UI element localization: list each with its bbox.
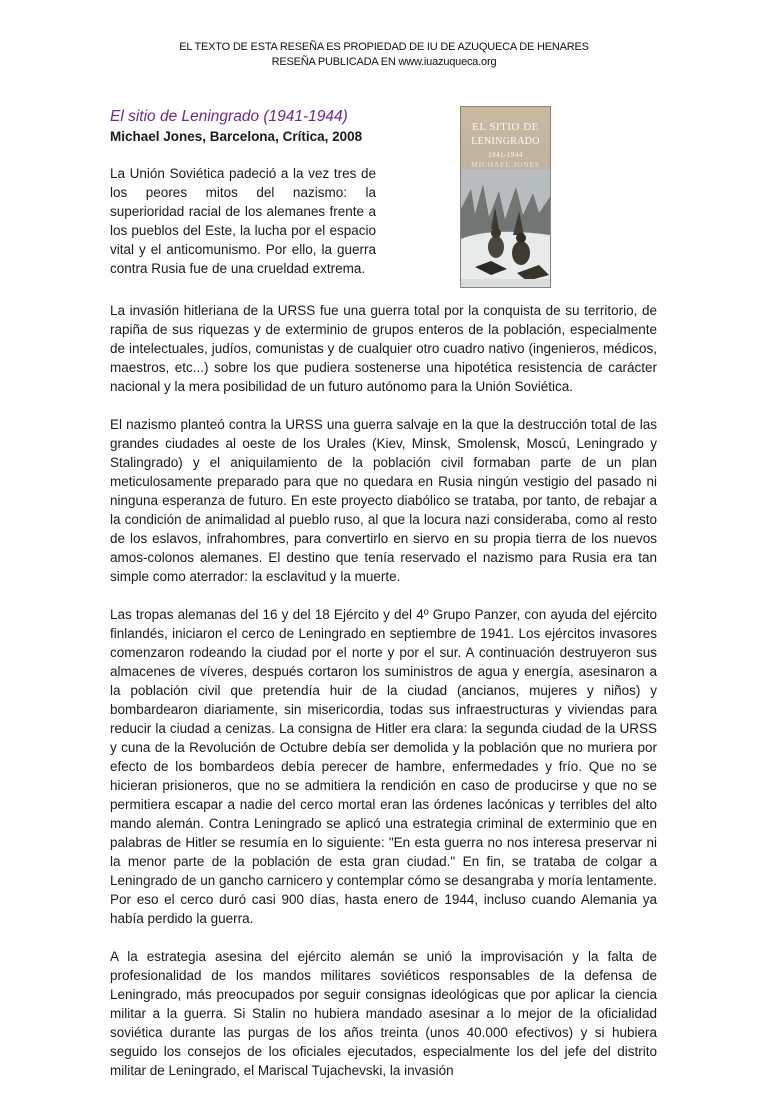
book-meta: Michael Jones, Barcelona, Crítica, 2008 <box>110 129 363 144</box>
copyright-header <box>0 40 768 70</box>
website-link[interactable]: www.iuazuqueca.org <box>398 56 497 68</box>
cover-title-line1: EL SITIO DE <box>472 121 539 133</box>
book-title: El sitio de Leningrado (1941-1944) <box>110 108 348 125</box>
publication-prefix: RESEÑA PUBLICADA EN <box>271 56 399 68</box>
cover-author: MICHAEL JONES <box>471 160 540 169</box>
review-body <box>110 301 657 1099</box>
review-paragraph: Las tropas alemanas del 16 y del 18 Ejército y del 4º Grupo Panzer, con ayuda del ejército finlandés, iniciaron el cerco de Leningrado en septiembre de 1941. Los ejércitos invasores comenzaron rodeando la ciudad por el norte y por el sur. A continuación destruyeron sus almacenes de víveres, después cortaron los suministros de agua y energía, asesinaron a la población civil que pretendía huir de la ciudad (ancianos, mujeres y niños) y bombardearon diariamente, sin misericordia, todas sus infraestructuras y viviendas para reducir la ciudad a cenizas. La consigna de Hitler era clara: la segunda ciudad de la URSS y cuna de la Revolución de Octubre debía ser demolida y la población que no muriera por efecto de los bombardeos debía perecer de hambre, enfermedades y frío. Que no se hicieran prisioneros, que no se admitiera la rendición en caso de producirse y que no se permitiera escapar a nadie del cerco mortal eran las órdenes lacónicas y terribles del alto mando alemán. Contra Leningrado se aplicó una estrategia criminal de exterminio que en palabras de Hitler se resumía en lo siguiente: "En esta guerra no nos interesa preservar ni la menor parte de la población de esta gran ciudad." En fin, se trataba de colgar a Leningrado de un gancho carnicero y contemplar cómo se desangraba y moría lentamente. Por eso el cerco duró casi 900 días, hasta enero de 1944, incluso cuando Alemania ya había perdido la guerra. <box>110 607 657 926</box>
review-paragraph: A la estrategia asesina del ejército alemán se unió la improvisación y la falta de profesionalidad de los mandos militares soviéticos responsables de la defensa de Leningrado, más preocupados por seguir consignas ideológicas que por aplicar la ciencia militar a la guerra. Si Stalin no hubiera mandado asesinar a lo mejor de la oficialidad soviética durante las purgas de los años treinta (unos 40.000 efectivos) y si hubiera seguido los consejos de los oficiales ejecutados, especialmente los del jefe del distrito militar de Leningrado, el Mariscal Tujachevski, la invasión <box>110 949 657 1078</box>
review-paragraph: El nazismo planteó contra la URSS una guerra salvaje en la que la destrucción total de las grandes ciudades al oeste de los Urales (Kiev, Minsk, Smolensk, Moscú, Leningrado y Stalingrado) y el aniquilamiento de la población civil formaban parte de un plan meticulosamente preparado para que no quedara en Rusia ningún vestigio del pasado ni ninguna esperanza de futuro. En este proyecto diabólico se trataba, por tanto, de rebajar a la condición de animalidad al pueblo ruso, al que la locura nazi consideraba, como al resto de los eslavos, infrahombres, para convertirlo en siervo en su propia tierra de los nuevos amos-colonos alemanes. El destino que tenía reservado el nazismo para Rusia era tan simple como aterrador: la esclavitud y la muerte. <box>110 417 657 584</box>
cover-years: 1941-1944 <box>488 151 523 159</box>
book-heading <box>110 107 375 146</box>
cover-title-line2: LENINGRADO <box>471 136 540 147</box>
copyright-line: EL TEXTO DE ESTA RESEÑA ES PROPIEDAD DE IU DE AZUQUECA DE HENARES <box>179 41 589 53</box>
cover-snow-scene-illustration <box>461 169 550 287</box>
book-cover-image <box>461 107 550 287</box>
intro-paragraph: La Unión Soviética padeció a la vez tres de los peores mitos del nazismo: la superioridad racial de los alemanes frente a los pueblos del Este, la lucha por el espacio vital y el anticomunismo. Por ello, la guerra contra Rusia fue de una crueldad extrema. <box>110 166 376 276</box>
review-paragraph: La invasión hitleriana de la URSS fue una guerra total por la conquista de su territorio, de rapiña de sus riquezas y de exterminio de grupos enteros de la población, especialmente de intelectuales, judíos, comunistas y de cualquier otro cuadro nativo (ingenieros, médicos, maestros, etc...) sobre los que pudiera sostenerse una hipotética resistencia de carácter nacional y la mera posibilidad de un futuro autónomo para la Unión Soviética. <box>110 303 657 394</box>
publication-line <box>0 55 768 70</box>
